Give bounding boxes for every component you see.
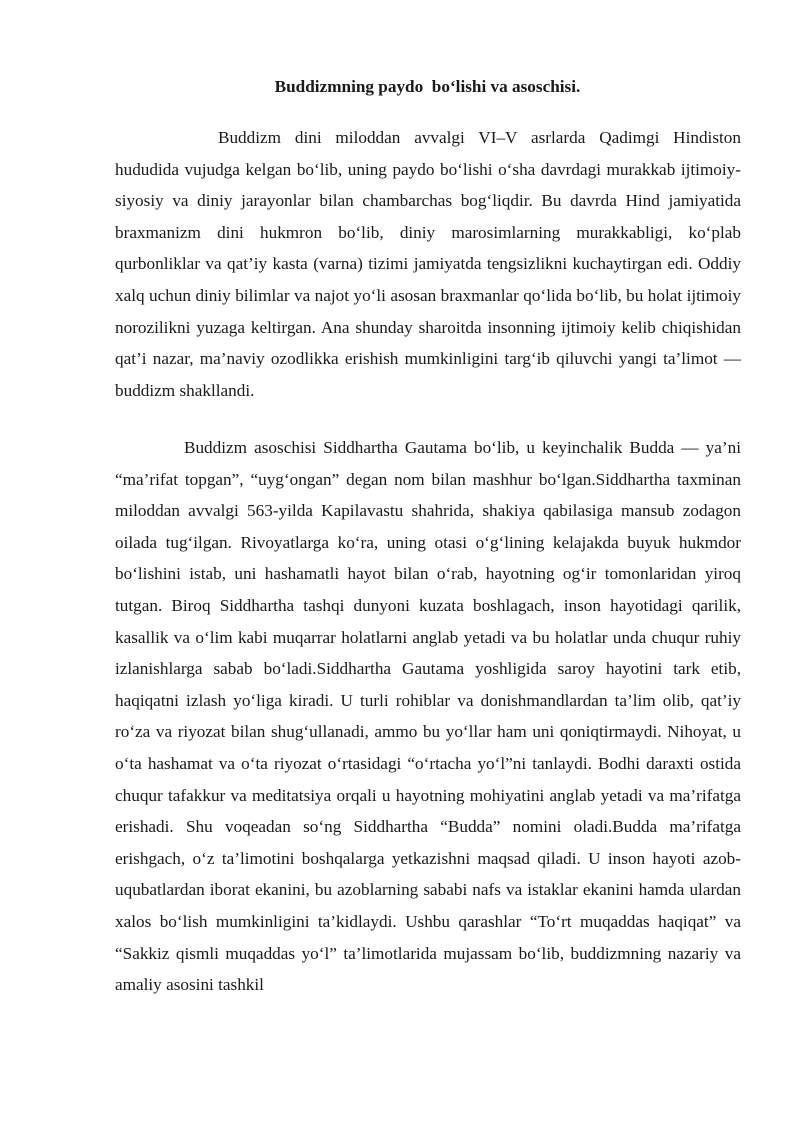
paragraph-founder: Buddizm asoschisi Siddhartha Gautama bo‘lib, u keyinchalik Budda — ya’ni “ma’rifat topgan”, “uyg‘ongan” degan nom bilan mashhur bo‘lgan.Siddhartha taxminan miloddan avvalgi 563-yilda Kapilavastu shahrida, shakiya qabilasiga mansub zodagon oilada tug‘ilgan. Rivoyatlarga ko‘ra, uning otasi o‘g‘lining kelajakda buyuk hukmdor bo‘lishini istab, uni hashamatli hayot bilan o‘rab, hayotning og‘ir tomonlaridan yiroq tutgan. Biroq Siddhartha tashqi dunyoni kuzata boshlagach, inson hayotidagi qarilik, kasallik va o‘lim kabi muqarrar holatlarni anglab yetadi va bu holatlar unda chuqur ruhiy izlanishlarga sabab bo‘ladi.Siddhartha Gautama yoshligida saroy hayotini tark etib, haqiqatni izlash yo‘liga kiradi. U turli rohiblar va donishmandlardan ta’lim olib, qat’iy ro‘za va riyozat bilan shug‘ullanadi, ammo bu yo‘llar ham uni qoniqtirmaydi. Nihoyat, u o‘ta hashamat va o‘ta riyozat o‘rtasidagi “o‘rtacha yo‘l”ni tanlaydi. Bodhi daraxti ostida chuqur tafakkur va meditatsiya orqali u hayotning mohiyatini anglab yetadi va ma’rifatga erishadi. Shu voqeadan so‘ng Siddhartha “Budda” nomini oladi.Budda ma’rifatga erishgach, o‘z ta’limotini boshqalarga yetkazishni maqsad qiladi. U inson hayoti azob-uqubatlardan iborat ekanini, bu azoblarning sababi nafs va istaklar ekanini hamda ulardan xalos bo‘lish mumkinligini ta’kidlaydi. Ushbu qarashlar “To‘rt muqaddas haqiqat” va “Sakkiz qismli muqaddas yo‘l” ta’limotlarida mujassam bo‘lib, buddizmning nazariy va amaliy asosini tashkil (115, 438, 741, 995)
document-title: Buddizmning paydo bo‘lishi va asoschisi. (274, 77, 581, 96)
paragraph-origin: Buddizm dini miloddan avvalgi VI–V asrlarda Qadimgi Hindiston hududida vujudga kelgan bo‘lib, uning paydo bo‘lishi o‘sha davrdagi murakkab ijtimoiy-siyosiy va diniy jarayonlar bilan chambarchas bog‘liqdir. Bu davrda Hind jamiyatida braxmanizm dini hukmron bo‘lib, diniy marosimlarning murakkabligi, ko‘plab qurbonliklar va qat’iy kasta (varna) tizimi jamiyatda tengsizlikni kuchaytirgan edi. Oddiy xalq uchun diniy bilimlar va najot yo‘li asosan braxmanlar qo‘lida bo‘lib, bu holat ijtimoiy norozilikni yuzaga keltirgan. Ana shunday sharoitda insonning ijtimoiy kelib chiqishidan qat’i nazar, ma’naviy ozodlikka erishish mumkinligini targ‘ib qiluvchi yangi ta’limot — buddizm shakllandi. (115, 128, 741, 400)
